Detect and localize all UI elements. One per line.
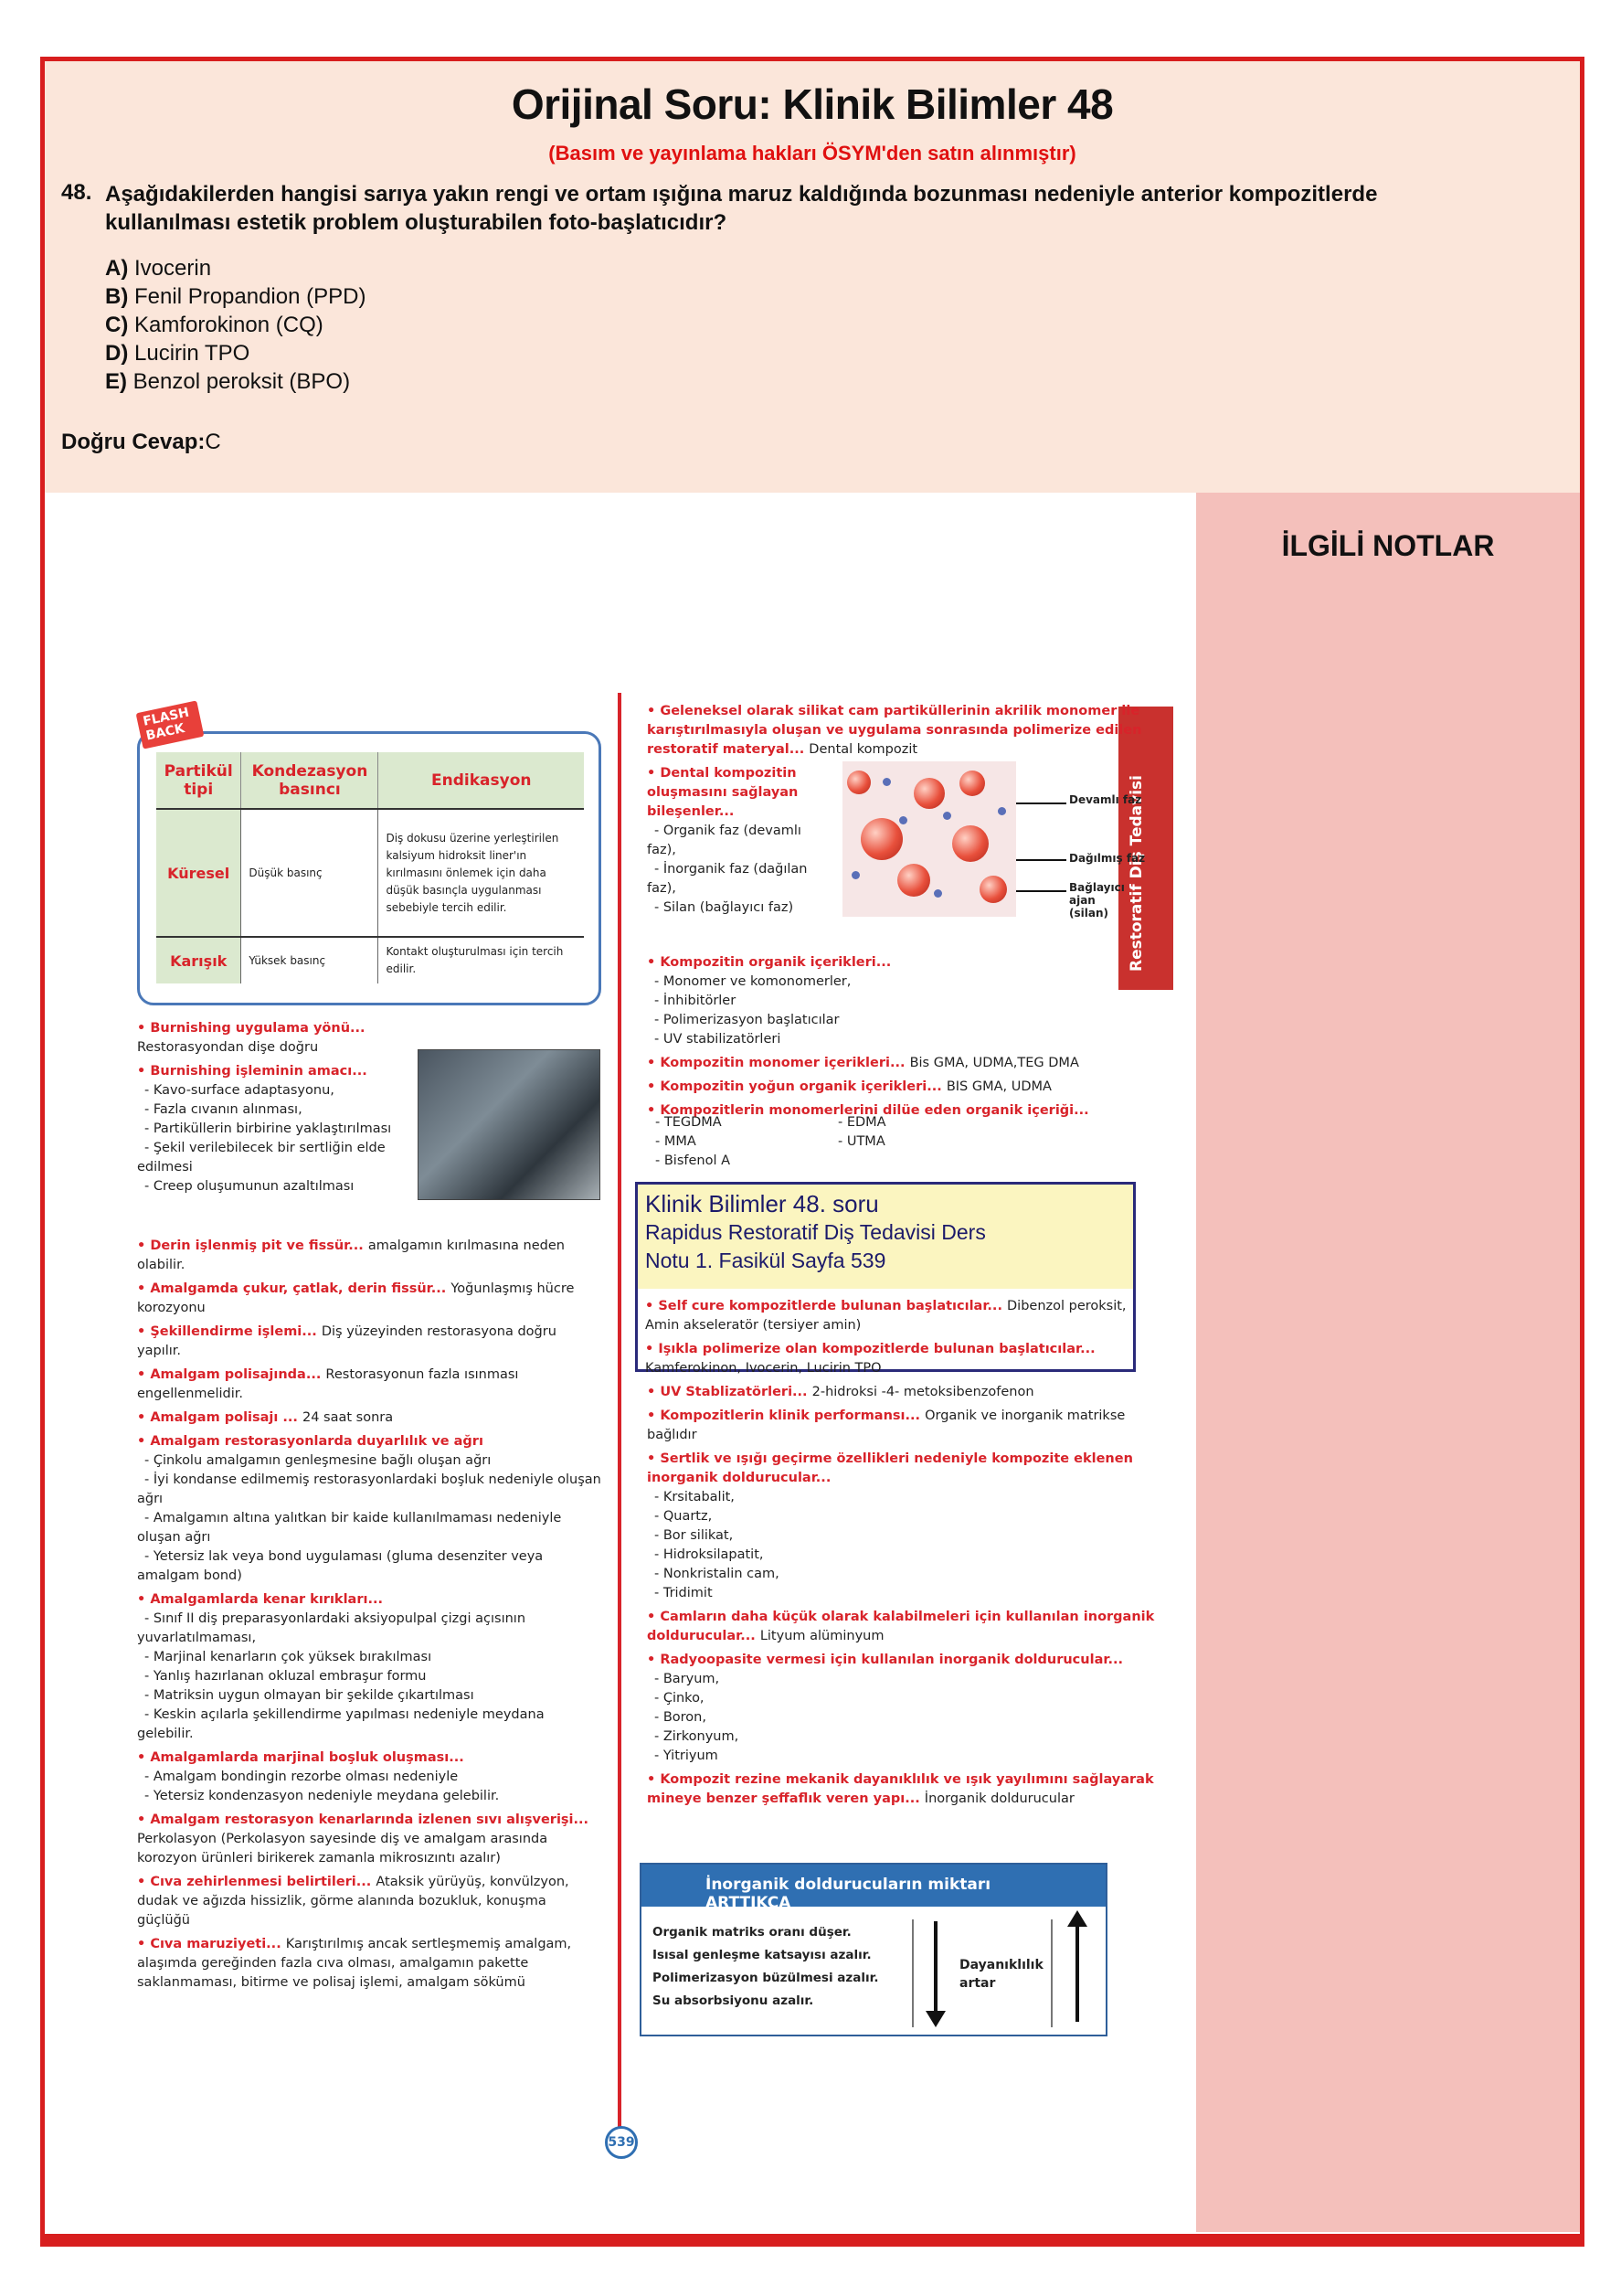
arrow-down-icon [934,1921,938,2022]
note-item [137,1768,603,1787]
note-text: Lityum alüminyum [759,1629,885,1643]
note-item [137,1706,603,1744]
legend-label: Bağlayıcı ajan (silan) [1069,881,1125,919]
question-number: 48. [61,180,92,205]
note-text: - Çinko, [654,1691,705,1706]
callout-line: Notu 1. Fasikül Sayfa 539 [645,1249,886,1272]
note-heading: • Cıva zehirlenmesi belirtileri... [137,1875,376,1889]
note-item [137,1873,603,1930]
note-text: - Yetersiz kondenzasyon nedeniyle meydana gelebilir. [144,1789,500,1803]
note-text: - Nonkristalin cam, [654,1567,779,1581]
note-item [647,1383,1159,1402]
note-heading: • Kompozitin organik içerikleri... [647,955,892,970]
table-header: Endikasyon [378,752,584,809]
left-column-top [137,1015,411,1196]
note-heading: • Amalgamda çukur, çatlak, derin fissür... [137,1281,451,1296]
note-item [137,1935,603,1993]
table-cell: Kontakt oluşturulması için tercih edilir. [378,937,584,983]
rights-notice: (Basım ve yayınlama hakları ÖSYM'den satın alınmıştır) [548,142,1076,165]
note-text: - Sınıf II diş preparasyonlardaki aksiyopulpal çizgi açısının yuvarlatılmaması, [137,1611,526,1645]
note-text: - Bor silikat, [654,1528,734,1543]
note-text: Dental kompozit [809,742,918,757]
note-item [137,1811,603,1868]
filler-effects-list [652,1921,878,2013]
note-heading: • Dental kompozitin oluşmasını sağlayan bileşenler... [647,766,799,819]
legend-label: Dağılmış faz [1069,852,1146,865]
note-text: - Quartz, [654,1509,713,1524]
list-item: Polimerizasyon büzülmesi azalır. [652,1971,879,1985]
table-cell: Düşük basınç [241,809,378,937]
note-item [137,1509,603,1547]
note-item [137,1686,603,1706]
list-item: - EDMA [838,1115,886,1130]
column-divider [618,693,621,2135]
note-text: amalgamın kırılmasına neden olabilir. [137,1238,565,1272]
note-item [647,1546,1159,1565]
note-item [647,822,834,860]
note-text: Ataksik yürüyüş, konvülzyon, dudak ve ağızda hissizlik, görme alanında bozukluk, konuşma güçlüğü [137,1875,569,1928]
callout-line: Klinik Bilimler 48. soru [645,1190,879,1217]
note-text: BIS GMA, UDMA [946,1079,1052,1094]
note-item [137,1100,411,1120]
particle-table-box [137,731,601,1005]
note-heading: • Self cure kompozitlerde bulunan başlatıcılar... [645,1299,1007,1313]
option-text: Lucirin TPO [134,341,250,366]
note-text: Kamferokinon, Ivocerin, Lucirin TPO [645,1361,882,1376]
table-row [156,809,584,937]
note-item [137,1749,603,1768]
question-header [45,61,1580,493]
filler-box-title: İnorganik doldurucuların miktarı ARTTIKÇA [641,1865,1106,1907]
note-item [647,1030,1159,1049]
note-item [137,1590,603,1610]
table-cell: Karışık [156,937,241,983]
page-title: Orijinal Soru: Klinik Bilimler 48 [511,80,1114,128]
note-text: - Creep oluşumunun azaltılması [144,1179,355,1194]
note-text: 2-hidroksi -4- metoksibenzofenon [811,1385,1034,1399]
note-text: - Tridimit [654,1586,713,1600]
note-item [647,1407,1159,1445]
note-text: - Amalgamın altına yalıtkan bir kaide kullanılmaması nedeniyle oluşan ağrı [137,1511,562,1545]
note-heading: • UV Stablizatörleri... [647,1385,812,1399]
note-item [647,1727,1159,1747]
list-item: - TEGDMA [655,1115,722,1130]
note-item [647,1450,1159,1488]
note-item [137,1139,411,1177]
note-item [647,1670,1159,1689]
note-text: - Fazla cıvanın alınması, [144,1102,302,1117]
note-item [137,1667,603,1686]
option-b[interactable] [105,282,366,311]
durability-label: Dayanıklılık artar [959,1958,1044,1991]
note-text: İnorganik doldurucular [924,1791,1075,1806]
book-page-number: 539 [605,2126,638,2159]
note-item [647,1584,1159,1603]
note-item [647,1526,1159,1546]
note-item [137,1062,411,1081]
note-item [647,1488,1159,1507]
note-item [645,1340,1129,1378]
chapter-tab-label: Restoratif Diş Tedavisi [1128,774,1146,972]
legend-label: Devamlı faz [1069,793,1142,806]
note-item [137,1471,603,1509]
note-item [647,1011,1159,1030]
answer-value: C [205,430,221,454]
list-item: - MMA [655,1134,696,1149]
note-item [137,1280,603,1318]
note-text: - Yetersiz lak veya bond uygulaması (gluma desenziter veya amalgam bond) [137,1549,544,1583]
note-item [137,1451,603,1471]
note-item [647,1651,1159,1670]
particle-table [156,752,584,983]
note-text: - Silan (bağlayıcı faz) [654,900,794,915]
arrow-up-icon [1075,1921,1079,2022]
note-item [647,973,1159,992]
list-item: Isısal genleşme katsayısı azalır. [652,1948,872,1962]
option-letter: C) [105,313,129,337]
note-heading: • Sertlik ve ışığı geçirme özellikleri nedeniyle kompozite eklenen inorganik doldurucular... [647,1451,1133,1485]
note-heading: • Cıva maruziyeti... [137,1937,286,1951]
note-heading: • Şekillendirme işlemi... [137,1324,322,1339]
note-item [647,953,1159,973]
note-heading: • Kompozitin yoğun organik içerikleri... [647,1079,947,1094]
note-text: - İnorganik faz (dağılan faz), [647,862,808,896]
option-text: Fenil Propandion (PPD) [134,284,366,309]
note-text: - Krsitabalit, [654,1490,735,1504]
note-text: - Şekil verilebilecek bir sertliğin elde edilmesi [137,1141,386,1175]
right-column-mid [647,949,1159,1121]
note-text: - Partiküllerin birbirine yaklaştırılması [144,1121,392,1136]
note-heading: • Kompozitin monomer içerikleri... [647,1056,910,1070]
note-item [647,1747,1159,1766]
composite-phase-illustration [842,761,1016,917]
table-header: Kondezasyon basıncı [241,752,378,809]
note-text: - Kavo-surface adaptasyonu, [144,1083,334,1098]
note-text: 24 saat sonra [302,1410,394,1425]
option-c[interactable] [105,311,366,339]
note-text: - Polimerizasyon başlatıcılar [654,1013,840,1027]
note-text: Organik ve inorganik matrikse bağlıdır [647,1408,1126,1442]
note-text: - Boron, [654,1710,706,1725]
note-heading: • Amalgam restorasyonlarda duyarlılık ve ağrı [137,1434,483,1449]
note-text: - Keskin açılarla şekillendirme yapılması nedeniyle meydana gelebilir. [137,1707,545,1741]
note-item [137,1323,603,1361]
note-text: - Yanlış hazırlanan okluzal embraşur formu [144,1669,427,1684]
note-item [647,1770,1159,1809]
note-heading: • Geleneksel olarak silikat cam partiküllerinin akrilik monomer ile karıştırılmasıyla oluşan ve uygulama sonrasında polimerize edilen restoratif materyal... [647,704,1142,757]
note-heading: • Işıkla polimerize olan kompozitlerde bulunan başlatıcılar... [645,1342,1096,1356]
note-item [137,1019,411,1058]
note-item [647,1565,1159,1584]
note-heading: • Amalgam polisajı ... [137,1410,302,1425]
note-text: - Amalgam bondingin rezorbe olması nedeniyle [144,1770,459,1784]
list-item: - Bisfenol A [655,1153,731,1168]
note-item [647,992,1159,1011]
note-text: Diş yüzeyinden restorasyona doğru yapılır. [137,1324,556,1358]
list-item: Su absorbsiyonu azalır. [652,1993,814,2008]
option-text: Kamforokinon (CQ) [134,313,323,337]
note-text: - Zirkonyum, [654,1729,739,1744]
note-text: - Çinkolu amalgamın genleşmesine bağlı oluşan ağrı [144,1453,492,1468]
note-item [137,1547,603,1586]
bottom-bar [40,2234,1584,2247]
list-item: Organik matriks oranı düşer. [652,1925,852,1940]
note-heading: • Amalgam restorasyon kenarlarında izlenen sıvı alışverişi... [137,1812,589,1827]
amalgam-photo [418,1049,600,1200]
book-page-image [66,620,1179,2164]
note-item [647,1078,1159,1097]
table-cell: Küresel [156,809,241,937]
note-text: Yoğunlaşmış hücre korozyonu [137,1281,575,1315]
table-row [156,937,584,983]
note-text: - Organik faz (devamlı faz), [647,824,801,857]
note-text: Karıştırılmış ancak sertleşmemiş amalgam, alaşımda gereğinden fazla cıva olması, amalgamın pakette saklanmaması, bitirme ve polisaj işlemi, amalgam sökümü [137,1937,572,1990]
callout-items [645,1292,1129,1378]
note-item [647,1054,1159,1073]
option-e[interactable] [105,367,366,396]
note-text: - Baryum, [654,1672,720,1686]
callout-header [638,1185,1133,1289]
note-text: - Hidroksilapatit, [654,1547,764,1562]
table-header: Partikül tipi [156,752,241,809]
note-heading: • Burnishing işleminin amacı... [137,1064,367,1079]
note-item [137,1648,603,1667]
note-text: Restorasyondan dişe doğru [137,1040,319,1055]
note-heading: • Camların daha küçük olarak kalabilmeleri için kullanılan inorganik doldurucular... [647,1610,1155,1643]
note-text: - İnhibitörler [654,994,736,1008]
note-heading: • Radyoopasite vermesi için kullanılan inorganik doldurucular... [647,1653,1123,1667]
note-heading: • Burnishing uygulama yönü... [137,1021,366,1036]
option-letter: D) [105,341,129,366]
source-callout [635,1182,1136,1376]
notes-panel [1196,493,1580,2232]
note-item [137,1120,411,1139]
note-heading: • Kompozitlerin monomerlerini dilüe eden organik içeriği... [647,1103,1089,1118]
note-text: - Monomer ve komonomerler, [654,974,852,989]
note-item [647,702,1159,760]
note-heading: • Kompozitlerin klinik performansı... [647,1408,926,1423]
note-item [137,1366,603,1404]
question-text: Aşağıdakilerden hangisi sarıya yakın rengi ve ortam ışığına maruz kaldığında bozunması nedeniyle anterior kompozitlerde kullanılması estetik problem oluşturabilen foto-başlatıcıdır? [105,182,1378,235]
note-item [137,1177,411,1196]
note-item [137,1408,603,1428]
answer-label: Doğru Cevap: [61,430,206,454]
note-text: - İyi kondanse edilmemiş restorasyonlardaki boşluk nedeniyle oluşan ağrı [137,1472,601,1506]
option-text: Ivocerin [134,256,212,281]
note-item [137,1610,603,1648]
option-d[interactable] [105,339,366,367]
note-text: - Yitriyum [654,1749,718,1763]
correct-answer [61,430,221,455]
note-item [137,1081,411,1100]
note-text: - UV stabilizatörleri [654,1032,781,1047]
note-item [647,860,834,898]
note-heading: • Derin işlenmiş pit ve fissür... [137,1238,368,1253]
left-column-bottom [137,1232,603,1993]
option-list [105,254,366,396]
note-item [645,1297,1129,1335]
notes-title: İLGİLİ NOTLAR [1281,529,1495,562]
note-text: - Marjinal kenarların çok yüksek bırakılması [144,1650,432,1664]
note-item [647,1689,1159,1708]
note-item [647,1608,1159,1646]
note-text: - Matriksin uygun olmayan bir şekilde çıkartılması [144,1688,474,1703]
right-column-bottom [647,1378,1159,1809]
table-cell: Yüksek basınç [241,937,378,983]
option-letter: E) [105,369,127,394]
note-item [137,1787,603,1806]
option-text: Benzol peroksit (BPO) [132,369,351,394]
option-letter: A) [105,256,129,281]
note-item [647,898,834,918]
flash-back-badge: FLASH BACK [136,700,205,749]
note-heading: • Amalgam polisajında... [137,1367,326,1382]
note-text: Dibenzol peroksit, Amin akseleratör (tersiyer amin) [645,1299,1127,1333]
note-heading: • Amalgamlarda kenar kırıkları... [137,1592,383,1607]
diluent-list [655,1113,957,1171]
note-item [647,1708,1159,1727]
note-item [137,1432,603,1451]
note-text: Restorasyonun fazla ısınması engellenmelidir. [137,1367,519,1401]
note-text: Bis GMA, UDMA,TEG DMA [909,1056,1079,1070]
note-item [647,764,834,822]
option-a[interactable] [105,254,366,282]
note-item [137,1237,603,1275]
callout-line: Rapidus Restoratif Diş Tedavisi Ders [645,1220,986,1244]
note-heading: • Amalgamlarda marjinal boşluk oluşması... [137,1750,464,1765]
note-item [647,1507,1159,1526]
list-item: - UTMA [838,1134,885,1149]
table-cell: Diş dokusu üzerine yerleştirilen kalsiyum hidroksit liner'ın kırılmasını önlemek için daha düşük basınçla uygulanması sebebiyle tercih edilir. [378,809,584,937]
note-text: Perkolasyon (Perkolasyon sayesinde diş ve amalgam arasında korozyon ürünleri birikerek zamanla mikrosızıntı azalır) [137,1832,548,1866]
note-heading: • Kompozit rezine mekanik dayanıklılık ve ışık yayılımını sağlayarak mineye benzer şeffaflık veren yapı... [647,1772,1154,1806]
filler-effects-box [640,1863,1107,2036]
option-letter: B) [105,284,129,309]
